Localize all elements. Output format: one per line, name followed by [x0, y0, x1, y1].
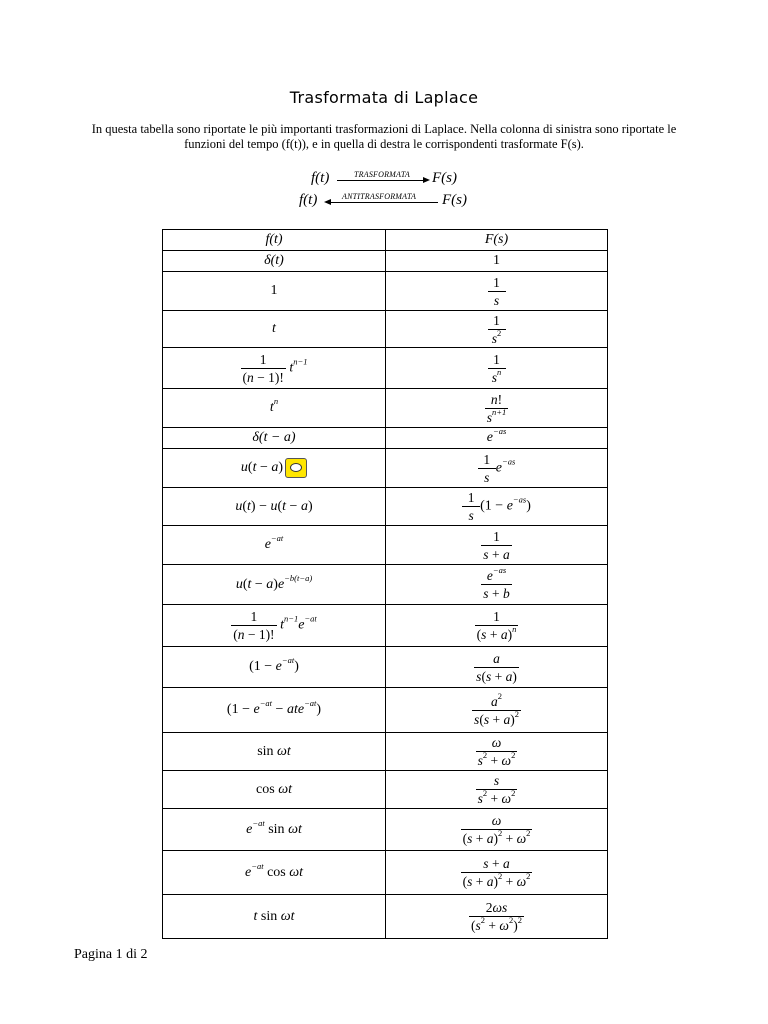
- row-ft: $\frac{1}{(n - 1)!}$ $t^{n-1}$: [163, 348, 386, 389]
- table-row: [163, 526, 608, 565]
- row-ft: $(1 - e^{-at} - ate^{-at})$: [163, 688, 386, 733]
- row-ft: $u(t - a)e^{-b(t-a)}$: [163, 565, 386, 605]
- page-title: Trasformata di Laplace: [289, 88, 479, 107]
- row-Fs: $\frac{\omega}{s^2 + \omega^2}$: [386, 733, 608, 771]
- table-row: [163, 449, 608, 488]
- right-arrow-icon: [423, 177, 430, 183]
- row-ft: $(1 - e^{-at})$: [163, 647, 386, 688]
- table-row: [163, 733, 608, 771]
- row-ft: u(t) − u(t − a): [163, 488, 386, 526]
- row-ft: δ(t − a): [163, 428, 386, 449]
- transform-diagram: [0, 166, 768, 214]
- table-row: [163, 272, 608, 311]
- forward-left-expr: f(t): [311, 170, 330, 186]
- row-Fs: $\frac{1}{s}$: [386, 272, 608, 311]
- table-row: [163, 311, 608, 348]
- row-Fs: $\frac{s}{s^2 + \omega^2}$: [386, 771, 608, 809]
- forward-arrow-line: [337, 180, 423, 181]
- table-row: [163, 488, 608, 526]
- laplace-table: [162, 229, 608, 939]
- table-row: [163, 647, 608, 688]
- row-Fs: $\frac{s + a}{(s + a)^2 + \omega^2}$: [386, 851, 608, 895]
- table-header-row: [163, 230, 608, 251]
- row-ft: t sin ωt: [163, 895, 386, 939]
- row-ft: δ(t): [163, 251, 386, 272]
- row-ft: $e^{-at}$: [163, 526, 386, 565]
- intro-paragraph: In questa tabella sono riportate le più importanti trasformazioni di Laplace. Nella colonna di sinistra sono riportate le funzioni del tempo (f(t)), e in quella di destra le corrispondenti trasformate F(s).: [91, 122, 677, 151]
- row-ft: $t^n$: [163, 389, 386, 428]
- header-ft: f(t): [163, 230, 386, 251]
- table-row: [163, 688, 608, 733]
- inverse-right-expr: F(s): [442, 192, 467, 208]
- table-row: [163, 389, 608, 428]
- row-ft: u(t − a): [163, 449, 386, 488]
- table-row: [163, 428, 608, 449]
- row-Fs: $\frac{1}{s}$ $e^{-as}$: [386, 449, 608, 488]
- row-ft: t: [163, 311, 386, 348]
- page-footer: Pagina 1 di 2: [74, 947, 148, 962]
- row-ft: $e^{-at}$ sin ωt: [163, 809, 386, 851]
- inverse-label: ANTITRASFORMATA: [342, 192, 417, 201]
- row-ft: cos ωt: [163, 771, 386, 809]
- table-row: [163, 895, 608, 939]
- header-Fs: F(s): [386, 230, 608, 251]
- left-arrow-icon: [324, 199, 331, 205]
- table-row: [163, 251, 608, 272]
- row-Fs: $\frac{1}{s}$ $(1 - e^{-as})$: [386, 488, 608, 526]
- row-Fs: $\frac{a^2}{s(s + a)^2}$: [386, 688, 608, 733]
- row-Fs: $\frac{a}{s(s + a)}$: [386, 647, 608, 688]
- row-Fs: $\frac{e^{-as}}{s + b}$: [386, 565, 608, 605]
- row-Fs: $\frac{1}{s + a}$: [386, 526, 608, 565]
- row-Fs: $\frac{\omega}{(s + a)^2 + \omega^2}$: [386, 809, 608, 851]
- row-Fs: 1: [386, 251, 608, 272]
- row-Fs: $\frac{n!}{s^{n+1}}$: [386, 389, 608, 428]
- inverse-arrow-line: [331, 202, 438, 203]
- row-Fs: $\frac{1}{(s + a)^n}$: [386, 605, 608, 647]
- row-ft: 1: [163, 272, 386, 311]
- row-ft: sin ωt: [163, 733, 386, 771]
- table-row: [163, 809, 608, 851]
- row-ft: $e^{-at}$ cos ωt: [163, 851, 386, 895]
- row-Fs: $\frac{2\omega s}{(s^2 + \omega^2)^2}$: [386, 895, 608, 939]
- table-row: [163, 348, 608, 389]
- table-row: [163, 771, 608, 809]
- row-Fs: $\frac{1}{s^n}$: [386, 348, 608, 389]
- table-row: [163, 851, 608, 895]
- row-Fs: $\frac{1}{s^2}$: [386, 311, 608, 348]
- table-row: [163, 565, 608, 605]
- speech-bubble-icon[interactable]: [285, 458, 307, 478]
- table-row: [163, 605, 608, 647]
- row-ft: $\frac{1}{(n - 1)!}$ $t^{n-1}e^{-at}$: [163, 605, 386, 647]
- row-Fs: $e^{-as}$: [386, 428, 608, 449]
- forward-right-expr: F(s): [432, 170, 457, 186]
- inverse-left-expr: f(t): [299, 192, 318, 208]
- forward-label: TRASFORMATA: [354, 170, 410, 179]
